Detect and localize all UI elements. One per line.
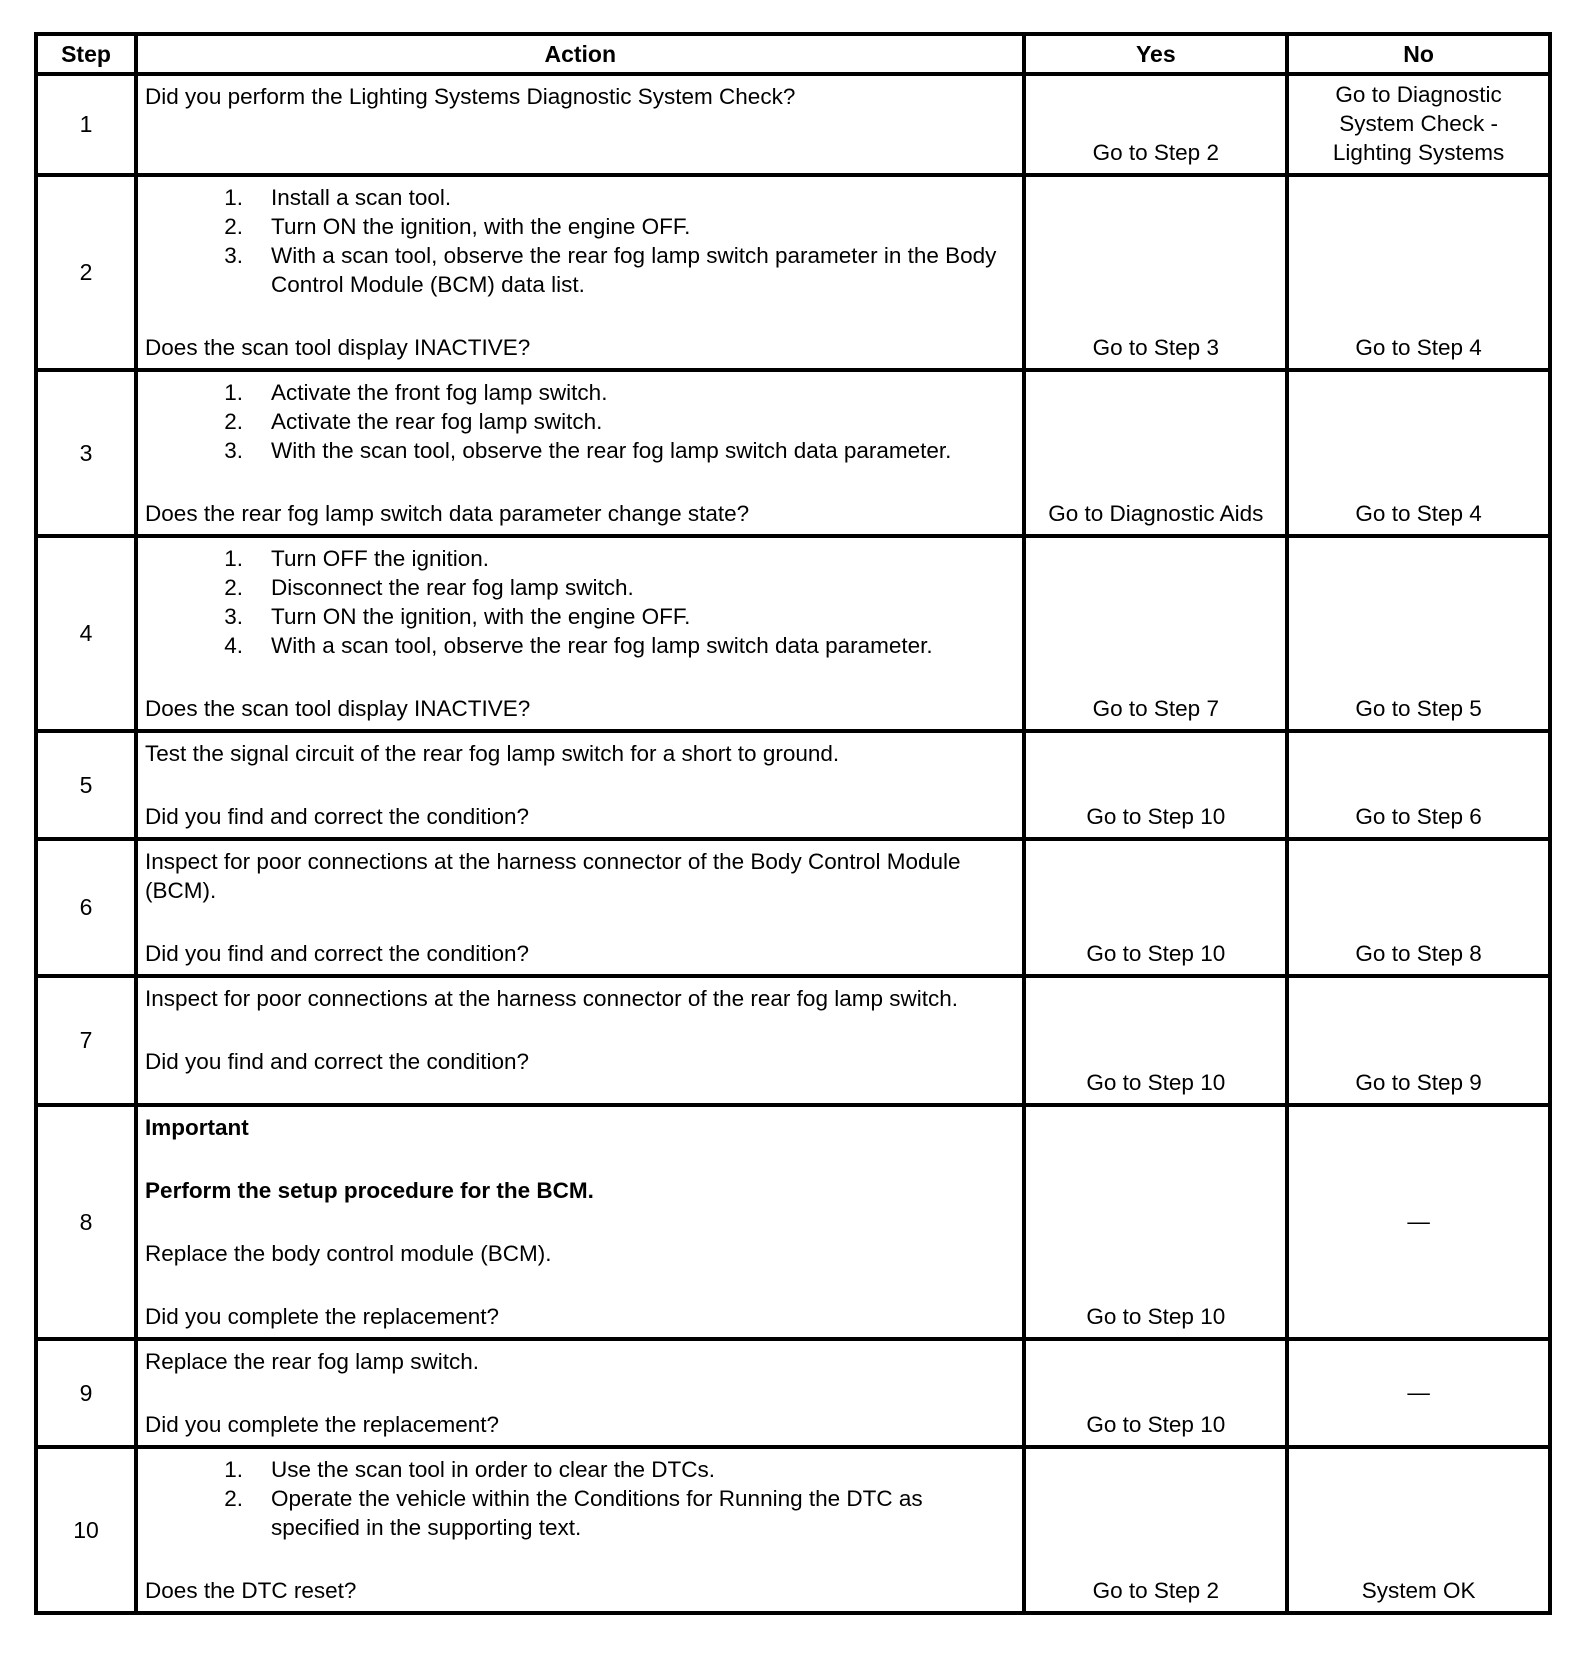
table-row (36, 731, 1550, 839)
action-question: Did you find and correct the condition? (145, 1049, 530, 1074)
yes-result: Go to Step 10 (1024, 1105, 1287, 1339)
table-row (36, 74, 1550, 175)
step-number: 2 (36, 175, 136, 370)
action-question: Did you complete the replacement? (145, 1412, 499, 1437)
action-question: Did you find and correct the condition? (145, 804, 530, 829)
list-item: 4. With a scan tool, observe the rear fog lamp switch data parameter. (224, 633, 933, 658)
list-item: 3. With a scan tool, observe the rear fog lamp switch parameter in the Body Control Module (BCM) data list. (224, 243, 997, 297)
important-label: Important (145, 1115, 249, 1140)
yes-result: Go to Step 2 (1024, 74, 1287, 175)
no-result: — (1287, 1105, 1550, 1339)
list-item: 1. Use the scan tool in order to clear the DTCs. (224, 1457, 715, 1482)
action-cell (136, 976, 1024, 1105)
header-step: Step (36, 34, 136, 74)
step-number: 4 (36, 536, 136, 731)
list-item: 1. Activate the front fog lamp switch. (224, 380, 608, 405)
action-list (145, 1455, 1012, 1542)
action-question: Does the DTC reset? (145, 1578, 357, 1603)
table-row (36, 1447, 1550, 1613)
action-text: Inspect for poor connections at the harness connector of the Body Control Module (BCM). (145, 849, 961, 903)
list-item: 3. Turn ON the ignition, with the engine OFF. (224, 604, 691, 629)
action-cell (136, 370, 1024, 536)
action-list (145, 183, 1012, 299)
step-number: 9 (36, 1339, 136, 1447)
list-item: 2. Operate the vehicle within the Conditions for Running the DTC as specified in the supporting text. (224, 1486, 923, 1540)
table-row (36, 1339, 1550, 1447)
action-question: Did you complete the replacement? (145, 1304, 499, 1329)
no-result: Go to Step 4 (1287, 370, 1550, 536)
step-number: 6 (36, 839, 136, 976)
step-number: 7 (36, 976, 136, 1105)
action-cell (136, 839, 1024, 976)
no-result-line: Go to Diagnostic (1335, 82, 1502, 107)
action-question: Does the scan tool display INACTIVE? (145, 335, 531, 360)
list-item: 2. Disconnect the rear fog lamp switch. (224, 575, 634, 600)
table-row (36, 976, 1550, 1105)
header-no: No (1287, 34, 1550, 74)
action-cell (136, 1105, 1024, 1339)
no-result: System OK (1287, 1447, 1550, 1613)
header-yes: Yes (1024, 34, 1287, 74)
header-action: Action (136, 34, 1024, 74)
no-result-line: Lighting Systems (1332, 140, 1505, 165)
action-text: Replace the body control module (BCM). (145, 1241, 552, 1266)
list-item: 1. Turn OFF the ignition. (224, 546, 490, 571)
no-result: Go to Step 6 (1287, 731, 1550, 839)
yes-result: Go to Step 10 (1024, 1339, 1287, 1447)
list-item: 1. Install a scan tool. (224, 185, 452, 210)
table-row (36, 175, 1550, 370)
yes-result: Go to Step 10 (1024, 839, 1287, 976)
action-list (145, 544, 1012, 660)
yes-result: Go to Step 2 (1024, 1447, 1287, 1613)
action-text: Test the signal circuit of the rear fog lamp switch for a short to ground. (145, 741, 840, 766)
step-number: 10 (36, 1447, 136, 1613)
action-question: Does the rear fog lamp switch data parameter change state? (145, 501, 750, 526)
action-cell (136, 1339, 1024, 1447)
yes-result: Go to Diagnostic Aids (1024, 370, 1287, 536)
action-cell (136, 1447, 1024, 1613)
action-text: Replace the rear fog lamp switch. (145, 1349, 479, 1374)
no-result (1287, 74, 1550, 175)
action-cell (136, 74, 1024, 175)
list-item: 2. Turn ON the ignition, with the engine OFF. (224, 214, 691, 239)
important-text: Perform the setup procedure for the BCM. (145, 1178, 594, 1203)
yes-result: Go to Step 3 (1024, 175, 1287, 370)
action-question: Does the scan tool display INACTIVE? (145, 696, 531, 721)
table-row (36, 370, 1550, 536)
no-result: Go to Step 9 (1287, 976, 1550, 1105)
step-number: 8 (36, 1105, 136, 1339)
list-item: 3. With the scan tool, observe the rear fog lamp switch data parameter. (224, 438, 952, 463)
header-row (36, 34, 1550, 74)
no-result: Go to Step 5 (1287, 536, 1550, 731)
table-row (36, 839, 1550, 976)
yes-result: Go to Step 10 (1024, 976, 1287, 1105)
action-text: Inspect for poor connections at the harness connector of the rear fog lamp switch. (145, 986, 958, 1011)
step-number: 3 (36, 370, 136, 536)
list-item: 2. Activate the rear fog lamp switch. (224, 409, 603, 434)
no-result-line: System Check - (1339, 111, 1498, 136)
action-cell (136, 536, 1024, 731)
step-number: 5 (36, 731, 136, 839)
action-cell (136, 175, 1024, 370)
no-result: Go to Step 4 (1287, 175, 1550, 370)
table-row (36, 536, 1550, 731)
table-row (36, 1105, 1550, 1339)
step-number: 1 (36, 74, 136, 175)
no-result: Go to Step 8 (1287, 839, 1550, 976)
action-question: Did you find and correct the condition? (145, 941, 530, 966)
action-list (145, 378, 1012, 465)
action-cell (136, 731, 1024, 839)
yes-result: Go to Step 7 (1024, 536, 1287, 731)
action-question: Did you perform the Lighting Systems Diagnostic System Check? (145, 84, 796, 109)
yes-result: Go to Step 10 (1024, 731, 1287, 839)
diagnostic-table (34, 32, 1552, 1615)
no-result: — (1287, 1339, 1550, 1447)
